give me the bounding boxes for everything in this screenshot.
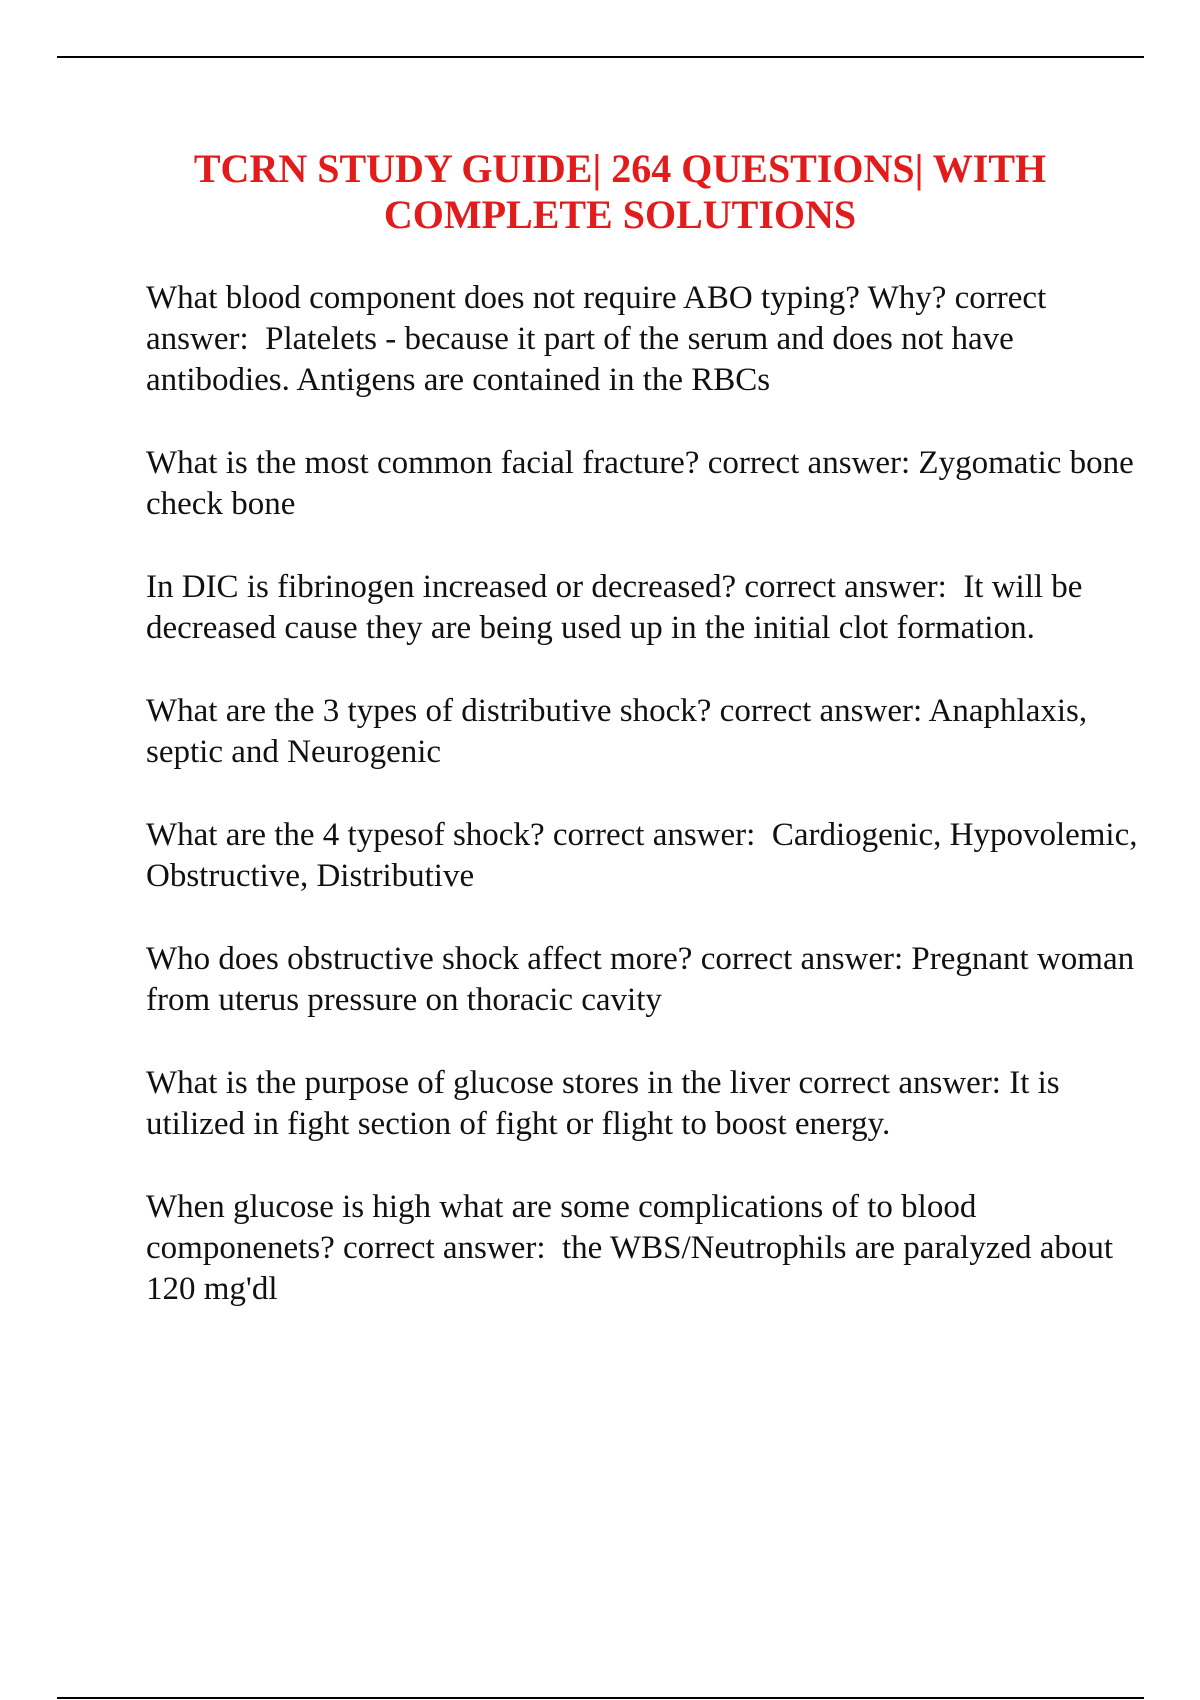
answer-label: correct answer: [798,1065,1001,1101]
question-text: What is the most common facial fracture? [146,445,700,481]
answer-label: correct answer: [707,445,911,481]
answer-text: Zygomatic bone check bone [146,445,1134,522]
answer-text: Cardiogenic, Hypovolemic, Obstructive, Distributive [146,817,1138,894]
answer-text: the WBS/Neutrophils are paralyzed about 120 mg'dl [146,1230,1114,1307]
answer-label: correct answer: [146,280,1047,357]
question-text: When glucose is high what are some complications of to blood componenets? [146,1189,977,1266]
question-text: Who does obstructive shock affect more? [146,941,693,977]
answer-text: Pregnant woman from uterus pressure on thoracic cavity [146,941,1135,1018]
qa-item [146,1063,1146,1145]
qa-list [146,278,1146,1352]
qa-item [146,815,1146,897]
question-text: What blood component does not require ABO typing? Why? [146,280,947,316]
qa-item [146,278,1146,401]
qa-item [146,443,1146,525]
question-text: What is the purpose of glucose stores in the liver [146,1065,791,1101]
top-rule [57,56,1144,58]
answer-label: correct answer: [719,693,923,729]
answer-text: Platelets - because it part of the serum and does not have antibodies. Antigens are contained in the RBCs [146,321,1014,398]
qa-item [146,939,1146,1021]
answer-text: Anaphlaxis, septic and Neurogenic [146,693,1088,770]
answer-label: correct answer: [744,569,947,605]
qa-item [146,567,1146,649]
answer-label: correct answer: [552,817,756,853]
document-title: TCRN STUDY GUIDE| 264 QUESTIONS| WITH COMPLETE SOLUTIONS [193,146,1047,237]
answer-text: It will be decreased cause they are being used up in the initial clot formation. [146,569,1083,646]
question-text: What are the 4 typesof shock? [146,817,545,853]
answer-label: correct answer: [343,1230,546,1266]
bottom-rule [57,1697,1144,1699]
question-text: What are the 3 types of distributive shock? [146,693,712,729]
qa-item [146,1187,1146,1310]
qa-item [146,691,1146,773]
question-text: In DIC is fibrinogen increased or decreased? [146,569,737,605]
answer-label: correct answer: [700,941,904,977]
answer-text: It is utilized in fight section of fight or flight to boost energy. [146,1065,1060,1142]
